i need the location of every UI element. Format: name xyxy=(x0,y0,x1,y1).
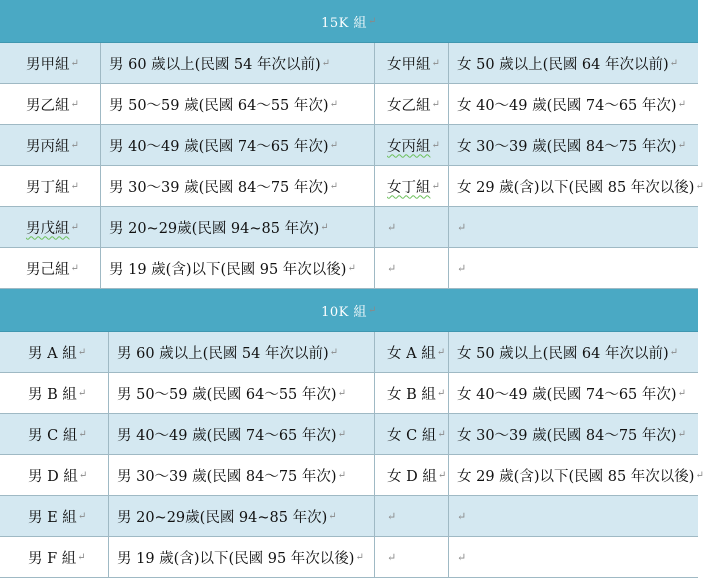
section-title-10k: 10K 組 xyxy=(321,304,367,320)
male-age-range-cell: 男 20~29歲(民國 94~85 年次) ↵ xyxy=(101,207,375,247)
table-row xyxy=(0,248,698,289)
female-age-range-cell: 女 40～49 歲(民國 74～65 年次) ↵ xyxy=(457,97,686,114)
male-age-range-cell: 男 30～39 歲(民國 84～75 年次) ↵ xyxy=(101,166,375,206)
female-age-range-cell: 女 30～39 歲(民國 84～75 年次) ↵ xyxy=(457,427,686,444)
male-group-cell: 男 C 組 ↵ xyxy=(0,414,109,454)
table-row xyxy=(0,84,698,125)
table-row xyxy=(0,496,698,537)
male-age-range-cell: 男 19 歲(含)以下(民國 95 年次以後) ↵ xyxy=(101,248,375,288)
male-age-range-cell: 男 40～49 歲(民國 74～65 年次) ↵ xyxy=(109,414,375,454)
section-header-15k xyxy=(0,0,698,43)
paragraph-mark-icon: ↵ xyxy=(368,304,377,316)
female-age-range-cell: 女 29 歲(含)以下(民國 85 年次以後) ↵ xyxy=(457,468,704,485)
female-group-cell: 女 D 組 ↵ xyxy=(375,455,449,495)
female-group-cell: 女乙組 ↵ xyxy=(375,84,449,124)
male-group-cell: 男乙組 ↵ xyxy=(0,84,101,124)
male-group-cell: 男 D 組 ↵ xyxy=(0,455,109,495)
female-age-range-cell: 女 30～39 歲(民國 84～75 年次) ↵ xyxy=(457,138,686,155)
male-age-range-cell: 男 30～39 歲(民國 84～75 年次) ↵ xyxy=(109,455,375,495)
table-row xyxy=(0,455,704,496)
table-row xyxy=(0,414,698,455)
female-group-cell: 女丁組 ↵ xyxy=(375,166,449,206)
empty-cell: ↵ xyxy=(457,220,467,234)
table-row xyxy=(0,207,698,248)
male-age-range-cell: 男 60 歲以上(民國 54 年次以前) ↵ xyxy=(109,332,375,372)
table-row xyxy=(0,166,704,207)
empty-cell: ↵ xyxy=(375,537,449,577)
male-group-cell: 男 A 組 ↵ xyxy=(0,332,109,372)
female-group-cell: 女 B 組 ↵ xyxy=(375,373,449,413)
paragraph-mark-icon: ↵ xyxy=(368,15,377,27)
male-age-range-cell: 男 20~29歲(民國 94~85 年次) ↵ xyxy=(109,496,375,536)
male-group-cell: 男丁組 ↵ xyxy=(0,166,101,206)
empty-cell: ↵ xyxy=(457,261,467,275)
table-row xyxy=(0,125,698,166)
male-group-cell: 男 E 組 ↵ xyxy=(0,496,109,536)
male-group-cell: 男己組 ↵ xyxy=(0,248,101,288)
female-group-cell: 女 C 組 ↵ xyxy=(375,414,449,454)
female-group-cell: 女 A 組 ↵ xyxy=(375,332,449,372)
section-10k-rows xyxy=(0,332,704,578)
table-row xyxy=(0,373,698,414)
empty-cell: ↵ xyxy=(375,207,449,247)
male-age-range-cell: 男 60 歲以上(民國 54 年次以前) ↵ xyxy=(101,43,375,83)
female-age-range-cell: 女 29 歲(含)以下(民國 85 年次以後) ↵ xyxy=(457,179,704,196)
male-group-cell: 男 F 組 ↵ xyxy=(0,537,109,577)
empty-cell: ↵ xyxy=(375,248,449,288)
table-row xyxy=(0,537,698,578)
empty-cell: ↵ xyxy=(457,509,467,523)
section-15k-rows xyxy=(0,43,704,289)
female-age-range-cell: 女 50 歲以上(民國 64 年次以前) ↵ xyxy=(457,345,679,362)
male-age-range-cell: 男 40～49 歲(民國 74～65 年次) ↵ xyxy=(101,125,375,165)
section-title-15k: 15K 組 xyxy=(321,15,367,31)
male-group-cell: 男戊組 ↵ xyxy=(0,207,101,247)
male-age-range-cell: 男 50～59 歲(民國 64～55 年次) ↵ xyxy=(101,84,375,124)
male-group-cell: 男 B 組 ↵ xyxy=(0,373,109,413)
empty-cell: ↵ xyxy=(457,550,467,564)
female-age-range-cell: 女 50 歲以上(民國 64 年次以前) ↵ xyxy=(457,56,679,73)
table-row xyxy=(0,43,698,84)
section-header-10k xyxy=(0,289,698,332)
empty-cell: ↵ xyxy=(375,496,449,536)
female-group-cell: 女甲組 ↵ xyxy=(375,43,449,83)
female-group-cell: 女丙組 ↵ xyxy=(375,125,449,165)
table-row xyxy=(0,332,698,373)
male-group-cell: 男甲組 ↵ xyxy=(0,43,101,83)
male-age-range-cell: 男 50～59 歲(民國 64～55 年次) ↵ xyxy=(109,373,375,413)
male-group-cell: 男丙組 ↵ xyxy=(0,125,101,165)
male-age-range-cell: 男 19 歲(含)以下(民國 95 年次以後) ↵ xyxy=(109,537,375,577)
female-age-range-cell: 女 40～49 歲(民國 74～65 年次) ↵ xyxy=(457,386,686,403)
